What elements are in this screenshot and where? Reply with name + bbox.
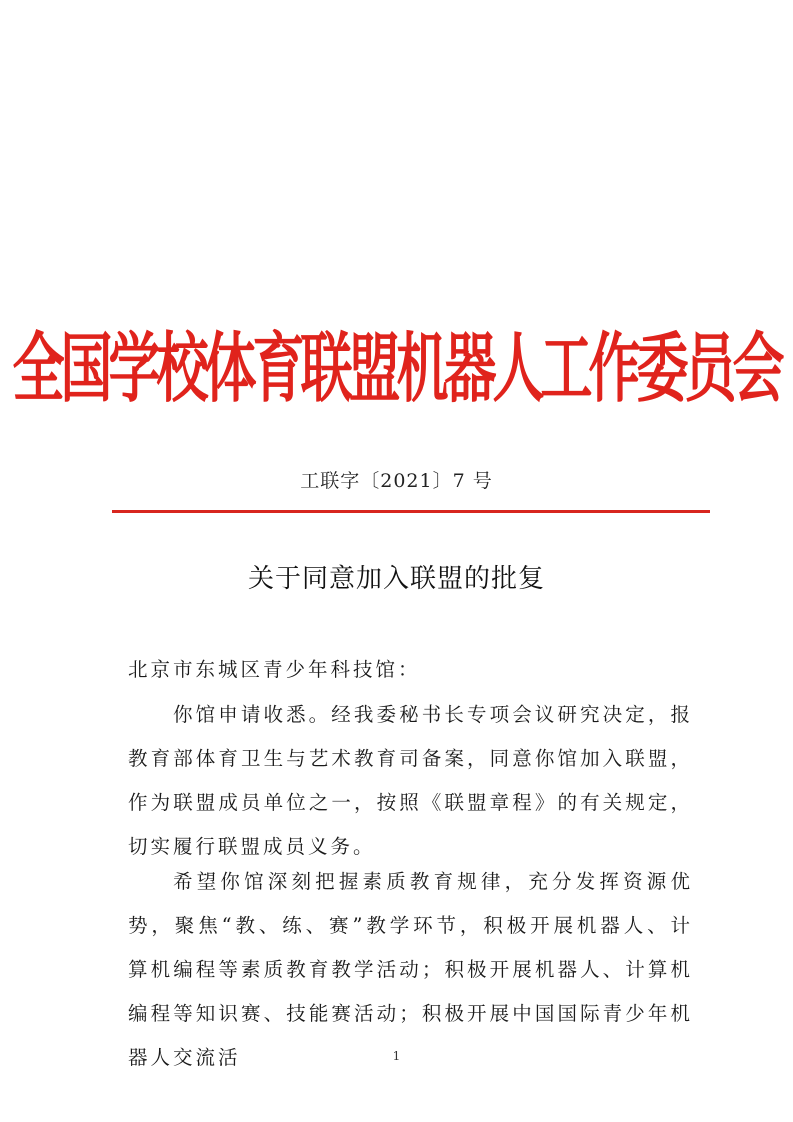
letterhead-red-rule — [112, 510, 710, 513]
document-title: 关于同意加入联盟的批复 — [247, 564, 545, 594]
body-paragraph-1: 你馆申请收悉。经我委秘书长专项会议研究决定，报教育部体育卫生与艺术教育司备案，同意你馆加入联盟，作为联盟成员单位之一，按照《联盟章程》的有关规定，切实履行联盟成员义务。 — [128, 703, 693, 858]
letterhead-organization: 全国学校体育联盟机器人工作委员会 — [12, 326, 781, 414]
salutation: 北京市东城区青少年科技馆： — [128, 658, 421, 681]
body-paragraph-2: 希望你馆深刻把握素质教育规律，充分发挥资源优势，聚焦“教、练、赛”教学环节，积极开展机器人、计算机编程等素质教育教学活动；积极开展机器人、计算机编程等知识赛、技能赛活动；积极开展中国国际青少年机器人交流活 — [128, 870, 693, 1069]
document-number: 工联字〔2021〕7 号 — [300, 470, 493, 492]
page-number: 1 — [392, 1049, 401, 1063]
